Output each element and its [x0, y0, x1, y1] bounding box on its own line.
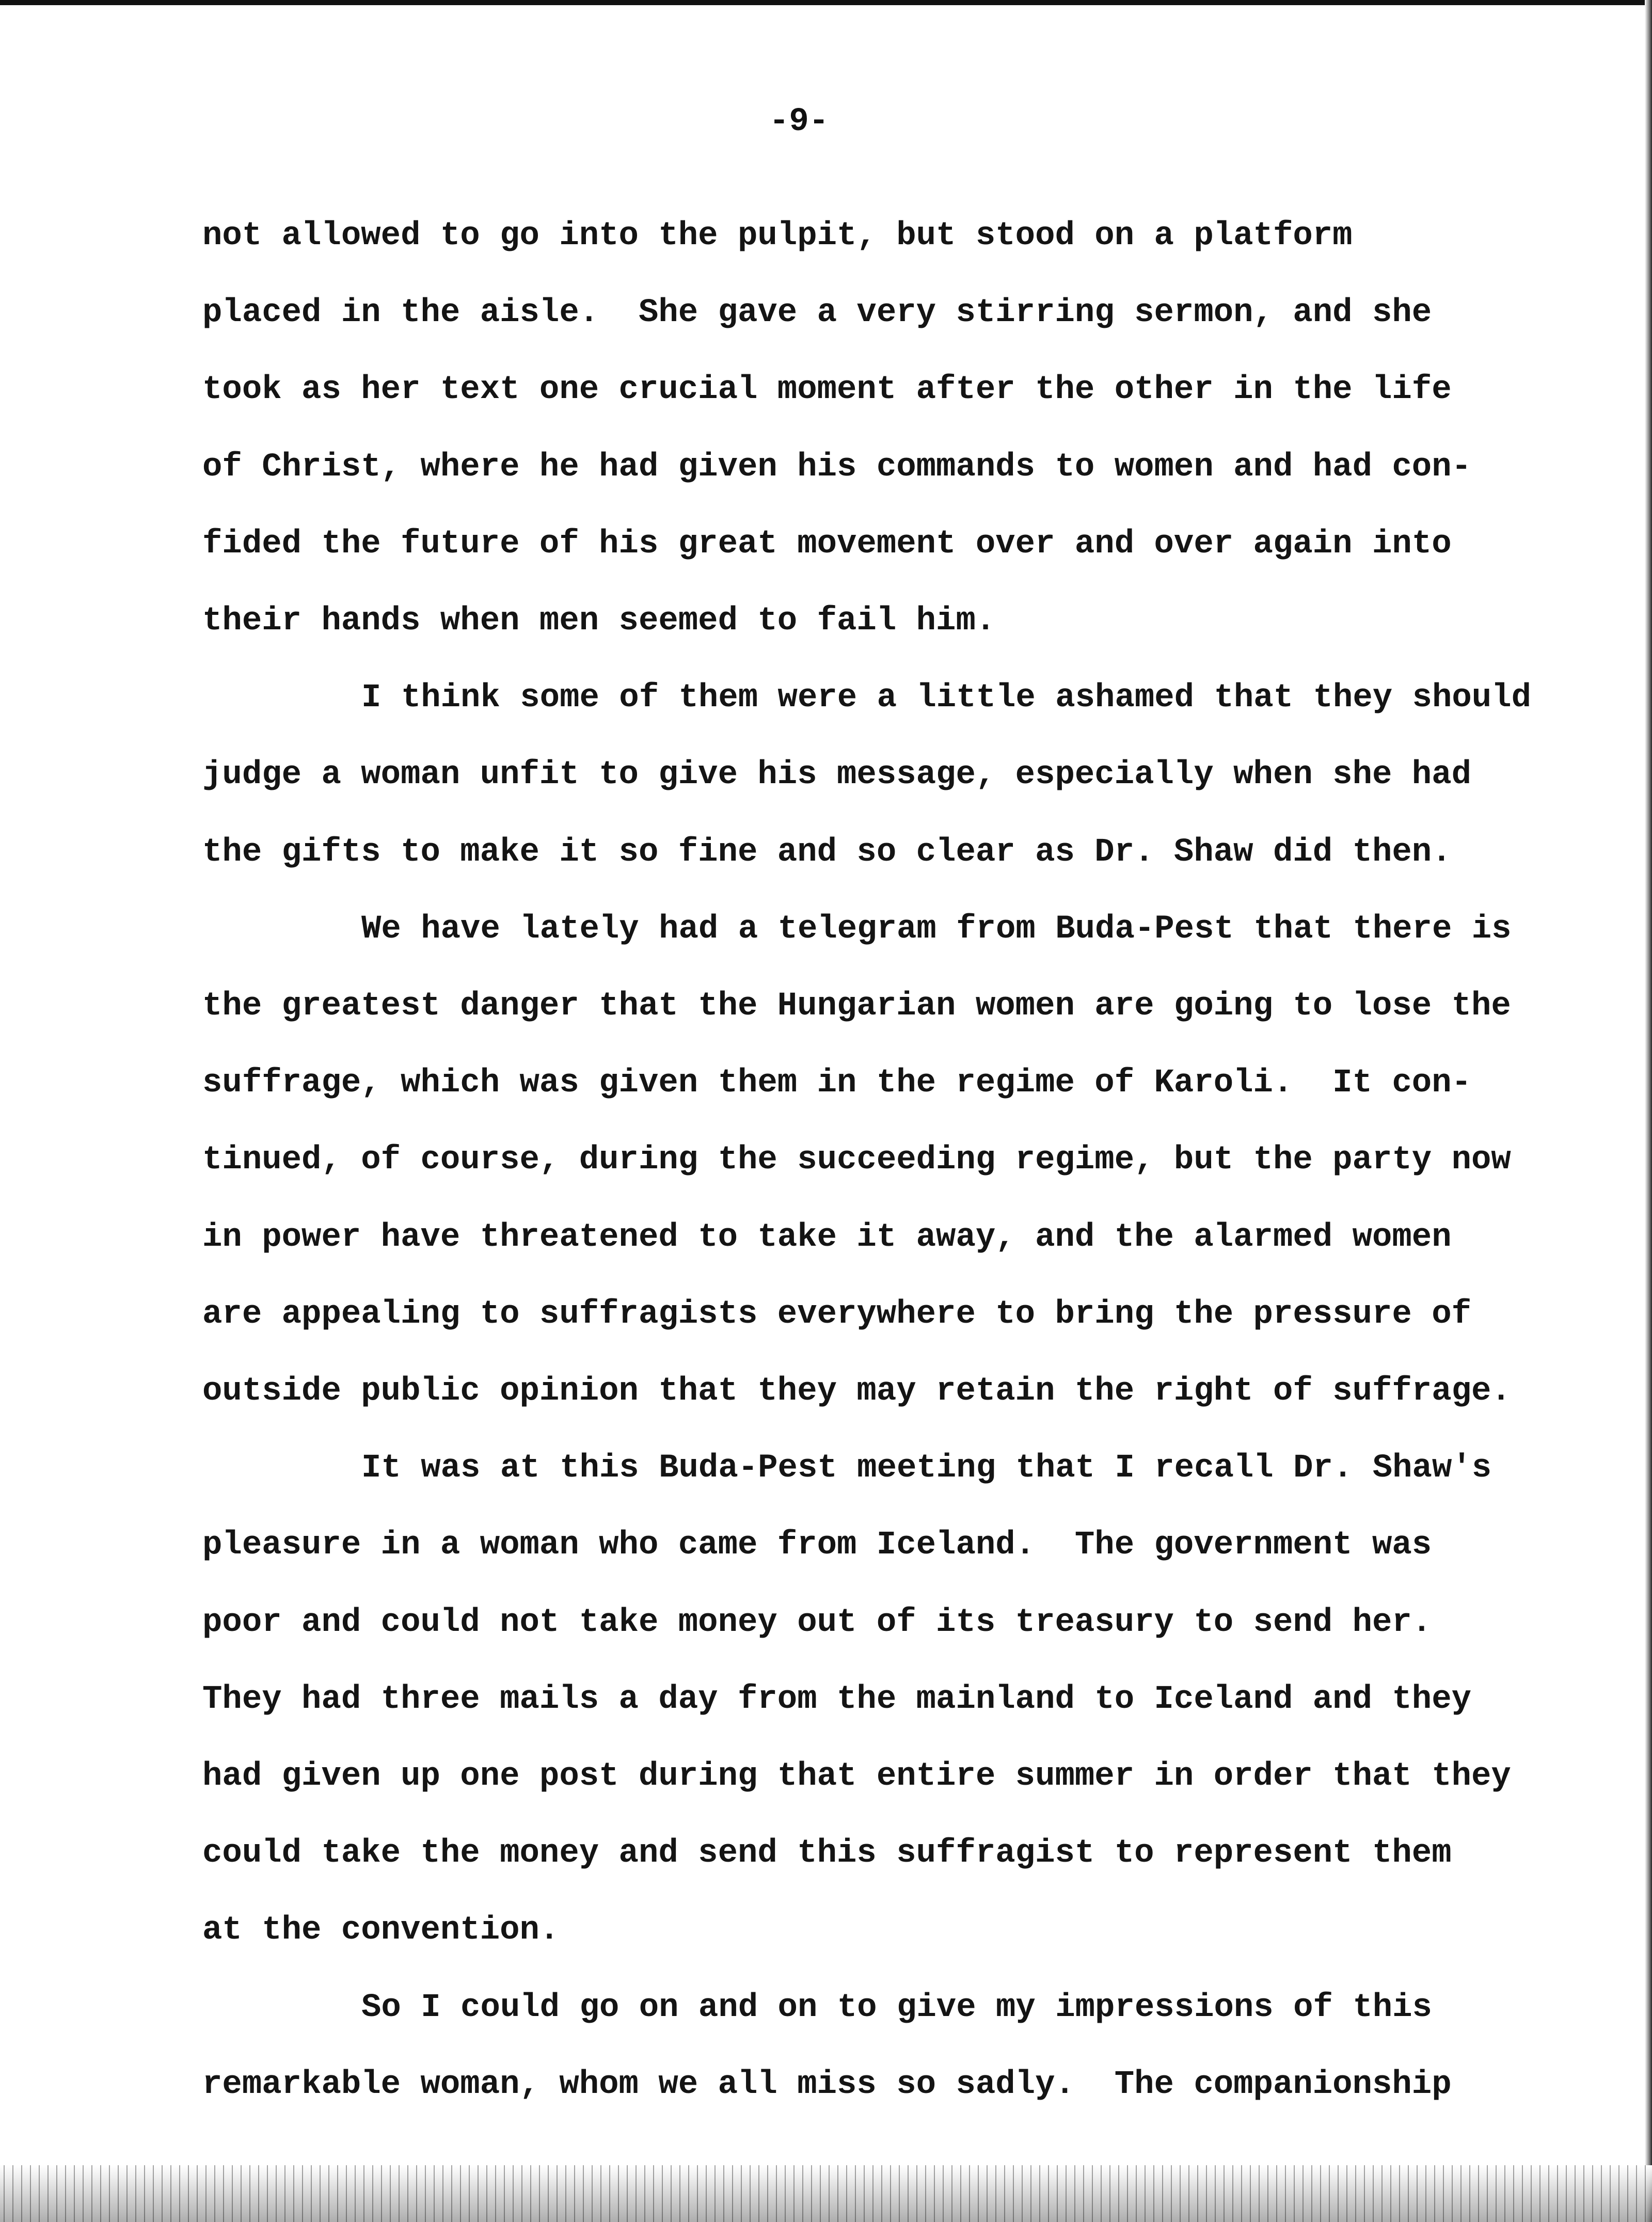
text-line: So I could go on and on to give my impressions of this: [361, 1989, 1432, 2026]
text-line: tinued, of course, during the succeeding regime, but the party now: [202, 1141, 1511, 1179]
text-line: poor and could not take money out of its treasury to send her.: [202, 1604, 1432, 1641]
text-line: judge a woman unfit to give his message, especially when she had: [202, 756, 1471, 794]
text-line: had given up one post during that entire summer in order that they: [202, 1758, 1511, 1795]
text-line: We have lately had a telegram from Buda-Pest that there is: [361, 910, 1512, 948]
text-line: outside public opinion that they may retain the right of suffrage.: [202, 1373, 1511, 1410]
text-line: remarkable woman, whom we all miss so sadly. The companionship: [202, 2066, 1452, 2103]
text-line: not allowed to go into the pulpit, but stood on a platform: [202, 217, 1353, 255]
text-line: took as her text one crucial moment after the other in the life: [202, 371, 1452, 409]
page-number: -9-: [769, 103, 829, 140]
text-line: of Christ, where he had given his commands to women and had con-: [202, 448, 1471, 486]
text-line: are appealing to suffragists everywhere to bring the pressure of: [202, 1295, 1471, 1333]
text-line: suffrage, which was given them in the regime of Karoli. It con-: [202, 1065, 1471, 1102]
text-line: placed in the aisle. She gave a very stirring sermon, and she: [202, 294, 1432, 332]
scan-right-edge: [1645, 0, 1652, 2222]
scan-bottom-noise: [0, 2165, 1652, 2222]
text-line: the greatest danger that the Hungarian women are going to lose the: [202, 988, 1511, 1025]
text-line: fided the future of his great movement over and over again into: [202, 525, 1452, 563]
text-line: in power have threatened to take it away, and the alarmed women: [202, 1218, 1452, 1256]
text-line: They had three mails a day from the mainland to Iceland and they: [202, 1680, 1471, 1718]
text-line: I think some of them were a little ashamed that they should: [361, 679, 1531, 717]
text-line: It was at this Buda-Pest meeting that I recall Dr. Shaw's: [361, 1450, 1492, 1487]
text-line: at the convention.: [202, 1912, 560, 1949]
text-line: their hands when men seemed to fail him.: [202, 602, 996, 640]
text-line: the gifts to make it so fine and so clear as Dr. Shaw did then.: [202, 833, 1452, 871]
scan-top-edge: [0, 0, 1652, 5]
text-line: could take the money and send this suffragist to represent them: [202, 1835, 1452, 1872]
text-line: pleasure in a woman who came from Iceland. The government was: [202, 1527, 1432, 1564]
